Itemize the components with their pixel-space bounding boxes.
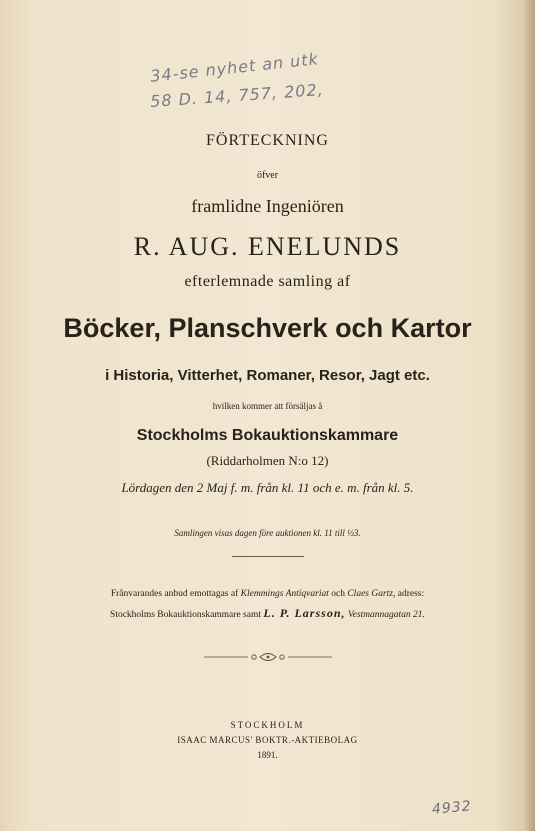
subject-line: framlidne Ingeniören [191, 196, 344, 216]
sale-line: hvilken kommer att försäljas å [212, 401, 323, 411]
bids-line2-prefix: Stockholms Bokauktionskammare samt [110, 610, 261, 620]
ornament-icon [204, 650, 332, 664]
bids-firm-2: Claes Gartz, [347, 589, 396, 599]
handwritten-note-line1: 34-se nyhet an utk [149, 49, 320, 86]
auction-date: Lördagen den 2 Maj f. m. från kl. 11 och e. m. från kl. 5. [121, 480, 414, 495]
bids-firm-1: Klemmings Antiqvariat [240, 589, 329, 599]
topics-line: i Historia, Vitterhet, Romaner, Resor, Jagt etc. [105, 367, 430, 384]
handwritten-corner-number: 4932 [431, 798, 473, 818]
bids-suffix: adress: [397, 589, 425, 599]
viewing-notice: Samlingen visas dagen före auktionen kl. 11 till ½3. [174, 528, 361, 538]
bids-line-1 [0, 589, 535, 599]
venue-address: (Riddarholmen N:o 12) [206, 453, 329, 468]
bids-and: och [331, 589, 345, 599]
agent-name: L. P. Larsson, [263, 606, 346, 620]
venue-name: Stockholms Bokauktionskammare [136, 427, 399, 444]
over-word: öfver [256, 170, 279, 181]
collection-line: efterlemnade samling af [184, 273, 351, 290]
bids-prefix: Frånvarandes anbud emottagas af [110, 589, 239, 599]
paper-edge-shadow [523, 0, 535, 831]
bids-line-2 [0, 606, 535, 621]
main-title: Böcker, Planschverk och Kartor [63, 313, 472, 343]
heading: FÖRTECKNING [206, 132, 329, 149]
handwritten-note-line2: 58 D. 14, 757, 202, [149, 79, 325, 112]
imprint-year: 1891. [257, 750, 278, 760]
agent-street: Vestmannagatan 21. [347, 610, 425, 620]
imprint-printer: ISAAC MARCUS' BOKTR.-AKTIEBOLAG [177, 735, 358, 745]
divider-rule [232, 556, 304, 557]
imprint-city: STOCKHOLM [230, 720, 305, 730]
owner-name: R. AUG. ENELUNDS [133, 232, 402, 261]
